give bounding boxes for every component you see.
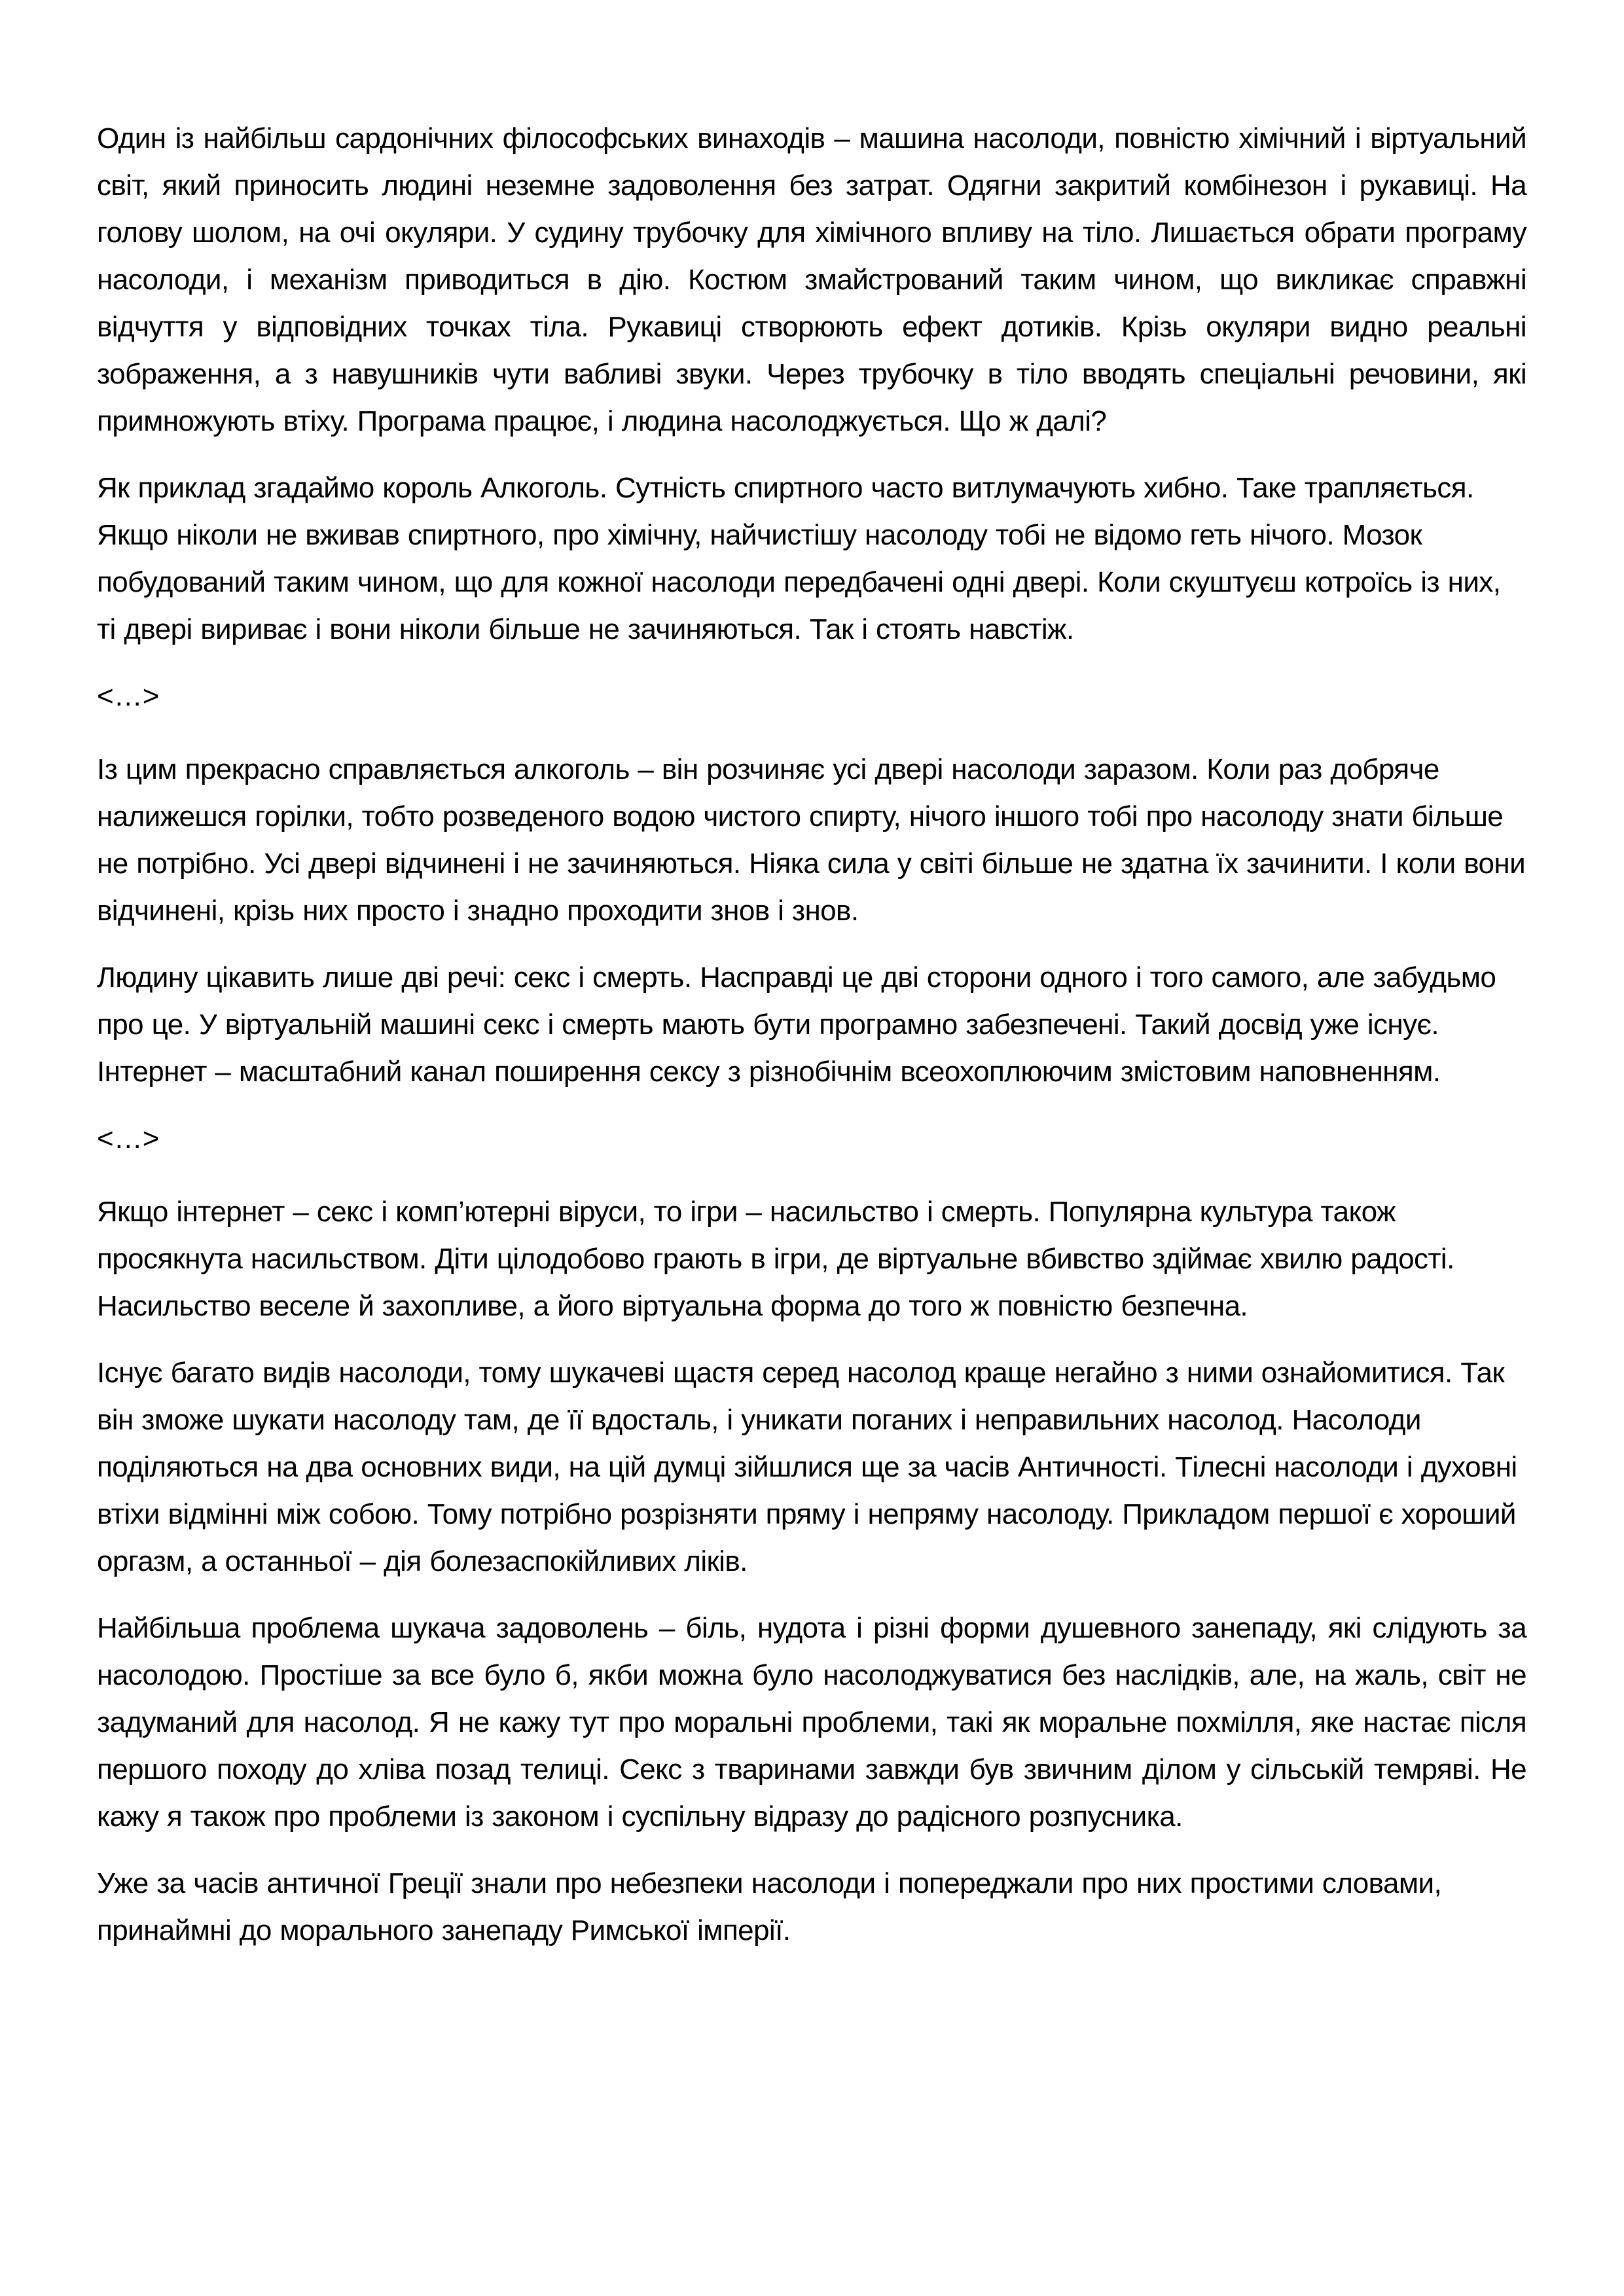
paragraph-pleasure-seeker-problem: Найбільша проблема шукача задоволень – біль, нудота і різні форми душевного занепаду, які слідують за насолодою. Простіше за все було б, якби можна було насолоджуватися без наслідків, але, на жаль, світ не задуманий для насолод. Я не кажу тут про моральні проблеми, такі як моральне похмілля, яке настає після першого походу до хліва позад телиці. Секс з тваринами завжди був звичним ділом у сільській темряві. Не кажу я також про проблеми із законом і суспільну відразу до радісного розпусника. xyxy=(97,1612,1526,1833)
paragraph-machine-of-pleasure: Один із найбільш сардонічних філософських винаходів – машина насолоди, повністю хімічний і віртуальний світ, який приносить людині неземне задоволення без затрат. Одягни закритий комбінезон і рукавиці. На голову шолом, на очі окуляри. У судину трубочку для хімічного впливу на тіло. Лишається обрати програму насолоди, і механізм приводиться в дію. Костюм змайстрований таким чином, що викликає справжні відчуття у відповідних точках тіла. Рукавиці створюють ефект дотиків. Крізь окуляри видно реальні зображення, а з навушників чути вабливі звуки. Через трубочку в тіло вводять спеціальні речовини, які примножують втіху. Програма працює, і людина насолоджується. Що ж далі? xyxy=(97,122,1526,437)
paragraph-games-violence: Якщо інтернет – секс і комп’ютерні віруси, то ігри – насильство і смерть. Популярна культура також просякнута насильством. Діти цілодобово грають в ігри, де віртуальне вбивство здіймає хвилю радості. Насильство веселе й захопливе, а його віртуальна форма до того ж повністю безпечна. xyxy=(97,1196,1454,1322)
paragraph-alcohol-doors: Із цим прекрасно справляється алкоголь – він розчиняє усі двері насолоди заразом. Коли раз добряче налижешся горілки, тобто розведеного водою чистого спирту, нічого іншого тобі про насолоду знати більше не потрібно. Усі двері відчинені і не зачиняються. Ніяка сила у світі більше не здатна їх зачинити. І коли вони відчинені, крізь них просто і знадно проходити знов і знов. xyxy=(97,753,1526,927)
omission-marker: <…> xyxy=(97,680,160,712)
document-page xyxy=(97,115,1526,1974)
paragraph-sex-and-death: Людину цікавить лише дві речі: секс і смерть. Насправді це дві сторони одного і того самого, але забудьмо про це. У віртуальній машині секс і смерть мають бути програмно забезпечені. Такий досвід уже існує. Інтернет – масштабний канал поширення сексу з різнобічнім всеохоплюючим змістовим наповненням. xyxy=(97,961,1496,1088)
paragraph-kinds-of-pleasure: Існує багато видів насолоди, тому шукачеві щастя серед насолод краще негайно з ними ознайомитися. Так він зможе шукати насолоду там, де її вдосталь, і уникати поганих і неправильних насолод. Насолоди поділяються на два основних види, на цій думці зійшлися ще за часів Античності. Тілесні насолоди і духовні втіхи відмінні між собою. Тому потрібно розрізняти пряму і непряму насолоду. Прикладом першої є хороший оргазм, а останньої – дія болезаспокійливих ліків. xyxy=(97,1357,1517,1577)
omission-marker: <…> xyxy=(97,1122,160,1155)
paragraph-ancient-greece: Уже за часів античної Греції знали про небезпеки насолоди і попереджали про них простими словами, принаймні до морального занепаду Римської імперії. xyxy=(97,1867,1442,1946)
paragraph-king-alcohol: Як приклад згадаймо король Алкоголь. Сутність спиртного часто витлумачують хибно. Таке трапляється. Якщо ніколи не вживав спиртного, про хімічну, найчистішу насолоду тобі не відомо геть нічого. Мозок побудований таким чином, що для кожної насолоди передбачені одні двері. Коли скуштуєш котроїсь із них, ті двері вириває і вони ніколи більше не зачиняються. Так і стоять навстіж. xyxy=(97,472,1501,645)
